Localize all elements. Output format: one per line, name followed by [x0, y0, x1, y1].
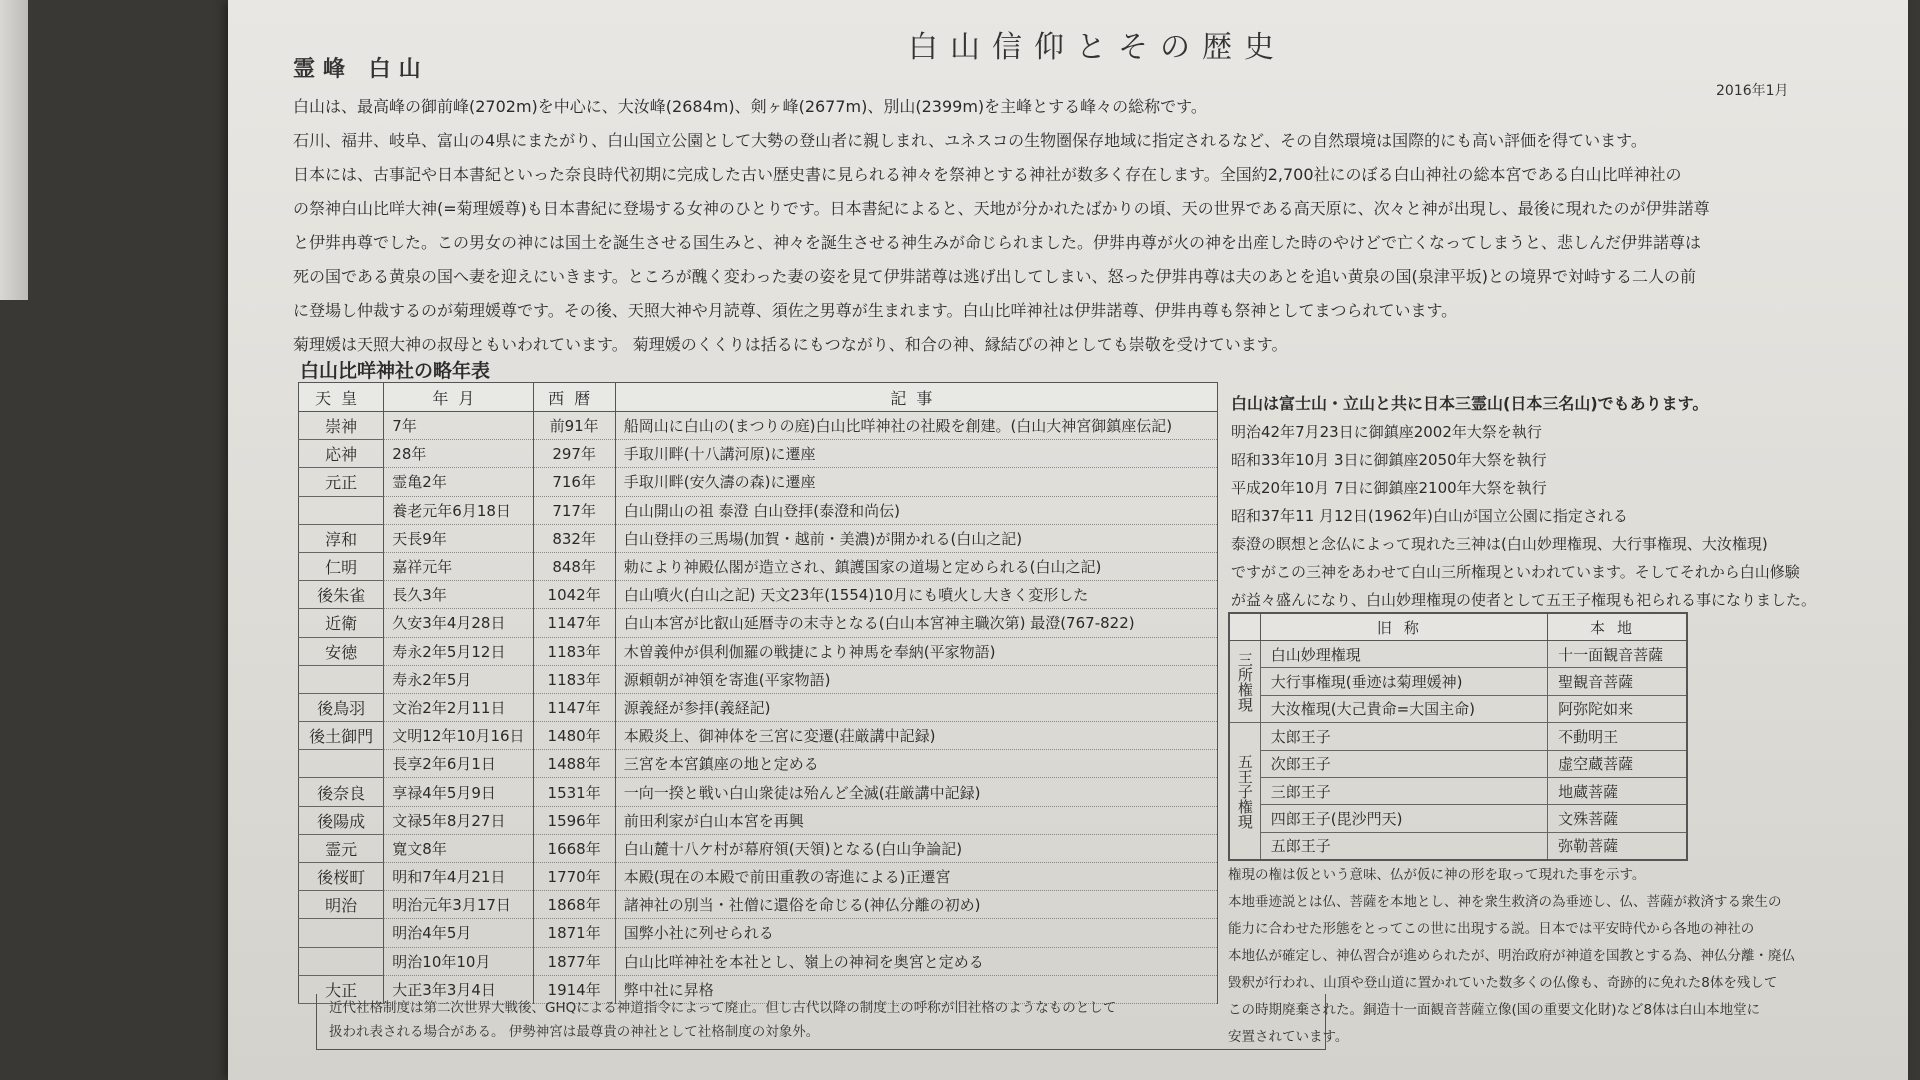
gongen-row	[1229, 832, 1687, 860]
honji-note-line: 本地仏が確定し、神仏習合が進められたが、明治政府が神道を国教とする為、神仏分離・廃仏	[1228, 948, 1795, 964]
gongen-honji: 聖観音菩薩	[1548, 668, 1687, 695]
chronology-header-row	[299, 383, 1218, 412]
era-cell: 明治10年10月	[384, 947, 533, 975]
gongen-row	[1229, 805, 1687, 832]
gongen-row	[1229, 641, 1687, 668]
event-cell: 国弊小社に列せられる	[615, 919, 1217, 947]
emperor-cell: 後鳥羽	[299, 693, 384, 721]
emperor-cell	[299, 919, 384, 947]
era-cell: 久安3年4月28日	[384, 609, 533, 637]
gongen-old-name: 白山妙理権現	[1260, 641, 1547, 668]
era-cell: 寿永2年5月	[384, 665, 533, 693]
era-cell: 7年	[384, 412, 533, 440]
emperor-cell	[299, 665, 384, 693]
emperor-cell	[299, 947, 384, 975]
intro-line: の祭神白山比咩大神(=菊理媛尊)も日本書紀に登場する女神のひとりです。日本書紀によると、天地が分かれたばかりの頃、天の世界である高天原に、次々と神が出現し、最後に現れたのが伊弉諾尊	[293, 199, 1710, 218]
era-cell: 明治4年5月	[384, 919, 533, 947]
gongen-old-name: 太郎王子	[1260, 723, 1547, 750]
emperor-cell: 淳和	[299, 524, 384, 552]
header-event: 記事	[615, 383, 1217, 412]
era-cell: 文禄5年8月27日	[384, 806, 533, 834]
era-cell: 天長9年	[384, 524, 533, 552]
era-cell: 霊亀2年	[384, 468, 533, 496]
intro-line: 菊理媛は天照大神の叔母ともいわれています。 菊理媛のくくりは括るにもつながり、和合の神、縁結びの神としても崇敬を受けています。	[293, 335, 1288, 354]
era-cell: 寿永2年5月12日	[384, 637, 533, 665]
gongen-honji: 弥勒菩薩	[1548, 832, 1687, 860]
emperor-cell: 大正	[299, 975, 384, 1003]
event-cell: 前田利家が白山本宮を再興	[615, 806, 1217, 834]
chronology-title: 白山比咩神社の略年表	[300, 360, 491, 382]
sanreizan-line: 昭和37年11 月12日(1962年)白山が国立公園に指定される	[1231, 507, 1628, 525]
gongen-old-name: 三郎王子	[1260, 777, 1547, 804]
ad-cell: 1877年	[533, 947, 615, 975]
event-cell: 船岡山に白山の(まつりの庭)白山比咩神社の社殿を創建。(白山大神宮御鎮座伝記)	[615, 412, 1217, 440]
ad-cell: 1480年	[533, 722, 615, 750]
event-cell: 木曽義仲が倶利伽羅の戦捷により神馬を奉納(平家物語)	[615, 637, 1217, 665]
emperor-cell: 応神	[299, 440, 384, 468]
honji-note-line: この時期廃棄された。銅造十一面観音菩薩立像(国の重要文化財)など8体は白山本地堂に	[1228, 1002, 1761, 1018]
sanreizan-title: 白山は富士山・立山と共に日本三霊山(日本三名山)でもあります。	[1231, 394, 1709, 413]
honji-notes	[1228, 862, 1828, 1051]
ad-cell: 717年	[533, 496, 615, 524]
intro-line: 白山は、最高峰の御前峰(2702m)を中心に、大汝峰(2684m)、剣ヶ峰(2677m)、別山(2399m)を主峰とする峰々の総称です。	[293, 97, 1207, 116]
gongen-header-row	[1229, 613, 1687, 641]
era-cell: 28年	[384, 440, 533, 468]
gongen-row	[1229, 750, 1687, 777]
chronology-table	[298, 382, 1218, 1004]
chronology-row	[299, 806, 1218, 834]
note-line: 扱われ表される場合がある。 伊勢神宮は最尊貴の神社として社格制度の対象外。	[329, 1024, 820, 1040]
event-cell: 本殿炎上、御神体を三宮に変遷(荘厳講中記録)	[615, 722, 1217, 750]
emperor-cell: 崇神	[299, 412, 384, 440]
emperor-cell: 後土御門	[299, 722, 384, 750]
event-cell: 一向一揆と戦い白山衆徒は殆んど全滅(荘厳講中記録)	[615, 778, 1217, 806]
event-cell: 白山登拝の三馬場(加賀・越前・美濃)が開かれる(白山之記)	[615, 524, 1217, 552]
chronology-row	[299, 552, 1218, 580]
gongen-row	[1229, 777, 1687, 804]
gongen-honji: 地蔵菩薩	[1548, 777, 1687, 804]
era-cell: 長久3年	[384, 581, 533, 609]
chronology-note	[316, 994, 1326, 1050]
emperor-cell: 後奈良	[299, 778, 384, 806]
emperor-cell: 後陽成	[299, 806, 384, 834]
ad-cell: 1531年	[533, 778, 615, 806]
intro-text	[293, 92, 1863, 364]
chronology-row	[299, 665, 1218, 693]
note-line: 近代社格制度は第二次世界大戦後、GHQによる神道指令によって廃止。但し古代以降の制度上の呼称が旧社格のようなものとして	[329, 1000, 1117, 1016]
gongen-honji: 不動明王	[1548, 723, 1687, 750]
ad-cell: 1042年	[533, 581, 615, 609]
gongen-row	[1229, 723, 1687, 750]
chronology-row	[299, 919, 1218, 947]
gongen-honji: 阿弥陀如来	[1548, 695, 1687, 722]
chronology-row	[299, 947, 1218, 975]
chronology-row	[299, 524, 1218, 552]
ad-cell: 1770年	[533, 863, 615, 891]
gongen-honji: 虚空蔵菩薩	[1548, 750, 1687, 777]
event-cell: 白山麓十八ケ村が幕府領(天領)となる(白山争論記)	[615, 834, 1217, 862]
emperor-cell: 安徳	[299, 637, 384, 665]
era-cell: 文治2年2月11日	[384, 693, 533, 721]
gongen-old-name: 次郎王子	[1260, 750, 1547, 777]
emperor-cell	[299, 496, 384, 524]
event-cell: 源頼朝が神領を寄進(平家物語)	[615, 665, 1217, 693]
era-cell: 享禄4年5月9日	[384, 778, 533, 806]
poster-title: 白山信仰とその歴史	[908, 30, 1286, 65]
intro-line: に登場し仲裁するのが菊理媛尊です。その後、天照大神や月読尊、須佐之男尊が生まれます。白山比咩神社は伊弉諾尊、伊弉冉尊も祭神としてまつられています。	[293, 301, 1458, 320]
era-cell: 文明12年10月16日	[384, 722, 533, 750]
event-cell: 諸神社の別当・社僧に還俗を命じる(神仏分離の初め)	[615, 891, 1217, 919]
sanreizan-line: 平成20年10月 7日に御鎮座2100年大祭を執行	[1231, 479, 1547, 497]
era-cell: 長享2年6月1日	[384, 750, 533, 778]
gongen-old-name: 大汝権現(大己貴命=大国主命)	[1260, 695, 1547, 722]
ad-cell: 1488年	[533, 750, 615, 778]
sanreizan-line: 明治42年7月23日に御鎮座2002年大祭を執行	[1231, 423, 1542, 441]
gongen-old-name: 五郎王子	[1260, 832, 1547, 860]
ad-cell: 前91年	[533, 412, 615, 440]
emperor-cell: 明治	[299, 891, 384, 919]
adjacent-poster-edge	[0, 0, 28, 300]
gongen-group-label: 五王子権現	[1229, 723, 1260, 860]
chronology-body	[299, 412, 1218, 1004]
chronology-row	[299, 468, 1218, 496]
sanreizan-line: が益々盛んになり、白山妙理権現の使者として五王子権現も祀られる事になりました。	[1231, 591, 1817, 609]
chronology-row	[299, 863, 1218, 891]
gongen-header-old: 旧称	[1260, 613, 1547, 641]
poster-date: 2016年1月	[1716, 83, 1789, 99]
honji-note-line: 毀釈が行われ、山頂や登山道に置かれていた数多くの仏像も、奇跡的に免れた8体を残して	[1228, 975, 1778, 991]
honji-note-line: 本地垂迹説とは仏、菩薩を本地とし、神を衆生救済の為垂迹し、仏、菩薩が救済する衆生の	[1228, 894, 1782, 910]
gongen-old-name: 四郎王子(毘沙門天)	[1260, 805, 1547, 832]
emperor-cell: 仁明	[299, 552, 384, 580]
ad-cell: 297年	[533, 440, 615, 468]
event-cell: 勅により神殿仏閣が造立され、鎮護国家の道場と定められる(白山之記)	[615, 552, 1217, 580]
ad-cell: 1868年	[533, 891, 615, 919]
gongen-group-label: 三所権現	[1229, 641, 1260, 723]
ad-cell: 848年	[533, 552, 615, 580]
chronology-row	[299, 637, 1218, 665]
gongen-honji: 文殊菩薩	[1548, 805, 1687, 832]
event-cell: 手取川畔(十八講河原)に遷座	[615, 440, 1217, 468]
gongen-header-honji: 本地	[1548, 613, 1687, 641]
intro-line: 石川、福井、岐阜、富山の4県にまたがり、白山国立公園として大勢の登山者に親しまれ、ユネスコの生物圏保存地域に指定されるなど、その自然環境は国際的にも高い評価を得ています。	[293, 131, 1647, 150]
emperor-cell: 後朱雀	[299, 581, 384, 609]
emperor-cell: 近衛	[299, 609, 384, 637]
ad-cell: 1668年	[533, 834, 615, 862]
event-cell: 白山噴火(白山之記) 天文23年(1554)10月にも噴火し大きく変形した	[615, 581, 1217, 609]
header-ad: 西暦	[533, 383, 615, 412]
era-cell: 養老元年6月18日	[384, 496, 533, 524]
event-cell: 弊中社に昇格	[615, 975, 1217, 1003]
era-cell: 嘉祥元年	[384, 552, 533, 580]
gongen-honji: 十一面観音菩薩	[1548, 641, 1687, 668]
honji-note-line: 能力に合わせた形態をとってこの世に出現する説。日本では平安時代から各地の神社の	[1228, 921, 1755, 937]
event-cell: 白山比咩神社を本社とし、嶺上の神祠を奥宮と定める	[615, 947, 1217, 975]
chronology-row	[299, 891, 1218, 919]
era-cell: 寛文8年	[384, 834, 533, 862]
header-era: 年月	[384, 383, 533, 412]
ad-cell: 1147年	[533, 693, 615, 721]
gongen-row	[1229, 668, 1687, 695]
ad-cell: 1596年	[533, 806, 615, 834]
era-cell: 明治元年3月17日	[384, 891, 533, 919]
chronology-row	[299, 440, 1218, 468]
gongen-old-name: 大行事権現(垂迹は菊理媛神)	[1260, 668, 1547, 695]
event-cell: 源義経が参拝(義経記)	[615, 693, 1217, 721]
ad-cell: 1183年	[533, 637, 615, 665]
honji-note-line: 権現の権は仮という意味、仏が仮に神の形を取って現れた事を示す。	[1228, 867, 1646, 883]
chronology-row	[299, 722, 1218, 750]
intro-line: 死の国である黄泉の国へ妻を迎えにいきます。ところが醜く変わった妻の姿を見て伊弉諾尊は逃げ出してしまい、怒った伊弉冉尊は夫のあとを追い黄泉の国(泉津平坂)との境界で対峙する二人の前	[293, 267, 1697, 286]
intro-line: 日本には、古事記や日本書紀といった奈良時代初期に完成した古い歴史書に見られる神々を祭神とする神社が数多く存在します。全国約2,700社にのぼる白山神社の総本宮である白山比咩神社の	[293, 165, 1682, 184]
chronology-row	[299, 609, 1218, 637]
chronology-row	[299, 750, 1218, 778]
chronology-row	[299, 778, 1218, 806]
ad-cell: 716年	[533, 468, 615, 496]
ad-cell: 1183年	[533, 665, 615, 693]
intro-line: と伊弉冉尊でした。この男女の神には国土を誕生させる国生みと、神々を誕生させる神生みが命じられました。伊弉冉尊が火の神を出産した時のやけどで亡くなってしまうと、悲しんだ伊弉諾尊は	[293, 233, 1702, 252]
ad-cell: 1914年	[533, 975, 615, 1003]
chronology-row	[299, 693, 1218, 721]
ad-cell: 832年	[533, 524, 615, 552]
gongen-body	[1229, 641, 1687, 861]
notice-poster	[228, 0, 1908, 1080]
ad-cell: 1871年	[533, 919, 615, 947]
chronology-row	[299, 412, 1218, 440]
sanreizan-line: 昭和33年10月 3日に御鎮座2050年大祭を執行	[1231, 451, 1547, 469]
event-cell: 本殿(現在の本殿で前田重教の寄進による)正遷宮	[615, 863, 1217, 891]
chronology-row	[299, 834, 1218, 862]
emperor-cell: 元正	[299, 468, 384, 496]
section-heading: 霊峰 白山	[293, 57, 429, 82]
sanreizan-line: 泰澄の瞑想と念仏によって現れた三神は(白山妙理権現、大行事権現、大汝権現)	[1231, 535, 1768, 553]
emperor-cell: 霊元	[299, 834, 384, 862]
header-emperor: 天皇	[299, 383, 384, 412]
chronology-row	[299, 581, 1218, 609]
event-cell: 手取川畔(安久濤の森)に遷座	[615, 468, 1217, 496]
event-cell: 白山本宮が比叡山延暦寺の末寺となる(白山本宮神主職次第) 最澄(767-822)	[615, 609, 1217, 637]
sanreizan-line: ですがこの三神をあわせて白山三所権現といわれています。そしてそれから白山修験	[1231, 563, 1800, 581]
era-cell: 大正3年3月4日	[384, 975, 533, 1003]
event-cell: 白山開山の祖 泰澄 白山登拝(泰澄和尚伝)	[615, 496, 1217, 524]
event-cell: 三宮を本宮鎮座の地と定める	[615, 750, 1217, 778]
gongen-table	[1228, 612, 1688, 861]
gongen-row	[1229, 695, 1687, 722]
emperor-cell	[299, 750, 384, 778]
sanreizan-text	[1231, 390, 1831, 614]
ad-cell: 1147年	[533, 609, 615, 637]
gongen-header-blank	[1229, 613, 1260, 641]
era-cell: 明和7年4月21日	[384, 863, 533, 891]
emperor-cell: 後桜町	[299, 863, 384, 891]
chronology-row	[299, 496, 1218, 524]
honji-note-line: 安置されています。	[1228, 1029, 1349, 1045]
